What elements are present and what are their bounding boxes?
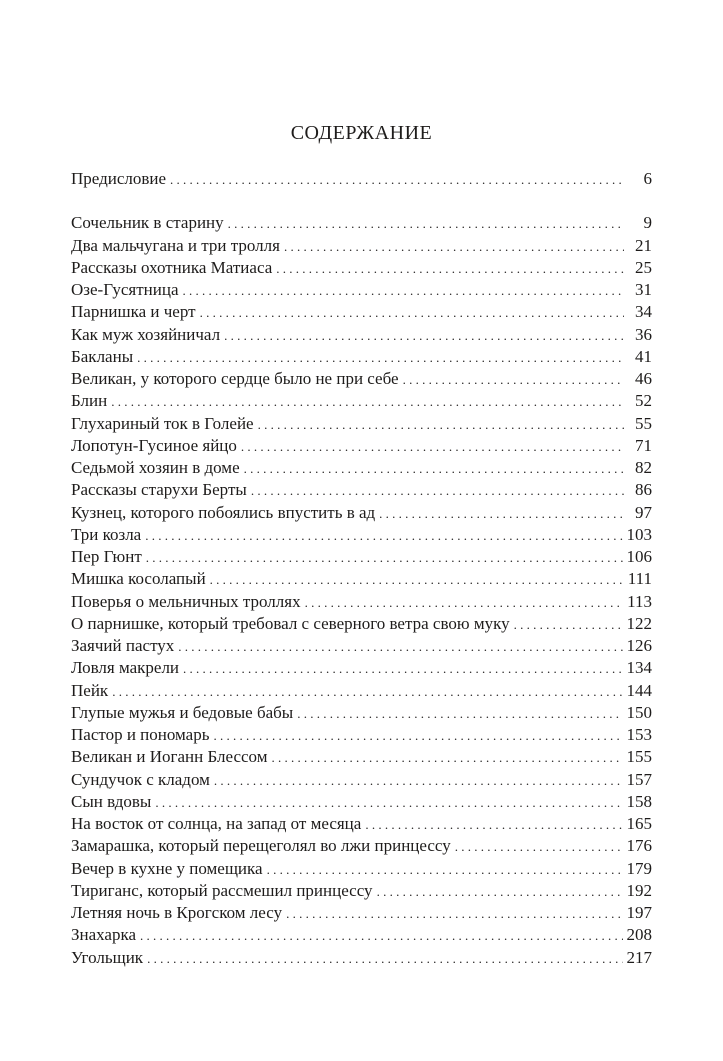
toc-entry-title: Замарашка, который перещеголял во лжи принцессу bbox=[71, 836, 451, 856]
toc-entry-title: Сын вдовы bbox=[71, 791, 152, 811]
toc-leader-dots bbox=[365, 814, 622, 836]
toc-entry-title: Лопотун-Гусиное яйцо bbox=[71, 435, 237, 455]
toc-leader-dots bbox=[377, 881, 623, 903]
toc-leader-dots bbox=[403, 369, 624, 391]
toc-entry-page: 82 bbox=[635, 458, 652, 477]
toc-entry-page: 41 bbox=[635, 346, 652, 366]
toc-leader-dots bbox=[271, 747, 622, 769]
toc-entry-title: Парнишка и черт bbox=[71, 302, 196, 322]
toc-entry-title: Пер Гюнт bbox=[71, 547, 142, 566]
toc-entry bbox=[71, 479, 652, 501]
toc-entry-title: Великан, у которого сердце было не при себе bbox=[71, 369, 399, 388]
page-title: СОДЕРЖАНИЕ bbox=[290, 122, 433, 144]
toc-entry-page: 46 bbox=[635, 369, 652, 388]
toc-entry-page: 122 bbox=[626, 613, 652, 633]
toc-entry-title: Как муж хозяйничал bbox=[71, 324, 221, 344]
toc-entry bbox=[71, 858, 652, 880]
toc-entry-title: Глухариный ток в Голейе bbox=[71, 413, 254, 433]
toc-entry-title: Ловля макрели bbox=[71, 658, 180, 678]
toc-entry bbox=[71, 235, 652, 257]
toc-entry-title: На восток от солнца, на запад от месяца bbox=[71, 814, 362, 833]
toc-entry bbox=[71, 813, 652, 835]
toc-leader-dots bbox=[251, 480, 624, 502]
toc-leader-dots bbox=[111, 391, 624, 413]
toc-entry-page: 6 bbox=[643, 169, 652, 188]
toc-entry-page: 25 bbox=[635, 257, 652, 277]
toc-entry-title: Блин bbox=[71, 391, 108, 411]
toc-entry-page: 217 bbox=[626, 947, 652, 967]
toc-leader-dots bbox=[178, 636, 622, 658]
toc-entry bbox=[71, 680, 652, 702]
toc-leader-dots bbox=[228, 213, 624, 235]
toc-leader-dots bbox=[145, 525, 622, 547]
toc-entry bbox=[71, 924, 652, 946]
toc-entry-title: Предисловие bbox=[71, 169, 167, 188]
toc-entry bbox=[71, 168, 652, 190]
toc-entry bbox=[71, 657, 652, 679]
toc-entry-page: 86 bbox=[635, 480, 652, 500]
toc-entry bbox=[71, 724, 652, 746]
toc-entry bbox=[71, 368, 652, 390]
toc-leader-dots bbox=[200, 302, 624, 324]
toc-leader-dots bbox=[286, 903, 622, 925]
toc-entry-page: 55 bbox=[635, 413, 652, 433]
toc-leader-dots bbox=[155, 792, 622, 814]
toc-entry bbox=[71, 546, 652, 568]
toc-entry-title: Сочельник в старину bbox=[71, 213, 224, 233]
toc-leader-dots bbox=[267, 859, 623, 881]
toc-entry-title: Тириганс, который рассмешил принцессу bbox=[71, 880, 373, 900]
toc-entry bbox=[71, 435, 652, 457]
toc-entry-page: 31 bbox=[635, 280, 652, 299]
toc-entry bbox=[71, 279, 652, 301]
toc-entry-title: Два мальчугана и три тролля bbox=[71, 235, 280, 255]
toc-entry bbox=[71, 413, 652, 435]
toc-entry-title: Рассказы старухи Берты bbox=[71, 480, 247, 500]
toc-entry bbox=[71, 791, 652, 813]
toc-entry-page: 176 bbox=[626, 836, 652, 856]
toc-entry bbox=[71, 769, 652, 791]
toc-entry-page: 111 bbox=[627, 569, 652, 589]
toc-entry-title: Бакланы bbox=[71, 346, 134, 366]
toc-entry bbox=[71, 880, 652, 902]
toc-leader-dots bbox=[140, 925, 622, 947]
toc-leader-dots bbox=[147, 948, 622, 970]
toc-entry-page: 126 bbox=[626, 636, 652, 655]
toc-entry-title: Седьмой хозяин в доме bbox=[71, 458, 240, 477]
toc-entry bbox=[71, 257, 652, 279]
toc-entry-title: Озе-Гусятница bbox=[71, 280, 179, 299]
toc-entry-title: Кузнец, которого побоялись впустить в ад bbox=[71, 502, 376, 522]
toc-leader-dots bbox=[183, 658, 622, 680]
toc-entry-title: Вечер в кухне у помещика bbox=[71, 858, 263, 878]
toc-entry bbox=[71, 902, 652, 924]
toc-entry-page: 150 bbox=[626, 702, 652, 722]
toc-entry-page: 113 bbox=[627, 591, 652, 611]
toc-entry-page: 192 bbox=[626, 880, 652, 900]
toc-entry-page: 155 bbox=[626, 747, 652, 767]
toc-entry-title: Глупые мужья и бедовые бабы bbox=[71, 702, 294, 722]
toc-entry-page: 179 bbox=[626, 858, 652, 878]
toc-entry-page: 106 bbox=[626, 547, 652, 566]
toc-entry-title: Мишка косолапый bbox=[71, 569, 206, 589]
toc-entry bbox=[71, 746, 652, 768]
toc-entry-page: 197 bbox=[626, 903, 652, 922]
toc-leader-dots bbox=[305, 592, 624, 614]
toc-entry bbox=[71, 947, 652, 969]
toc-leader-dots bbox=[183, 280, 624, 302]
toc-leader-dots bbox=[379, 503, 624, 525]
table-of-contents bbox=[71, 168, 652, 969]
toc-entry-page: 208 bbox=[626, 925, 652, 945]
toc-entry bbox=[71, 635, 652, 657]
toc-entry-title: Пастор и пономарь bbox=[71, 725, 210, 744]
toc-entry-page: 103 bbox=[626, 524, 652, 544]
toc-entry bbox=[71, 702, 652, 724]
toc-entry-page: 153 bbox=[626, 725, 652, 744]
toc-entry-title: Летняя ночь в Крогском лесу bbox=[71, 903, 283, 922]
toc-entry-page: 97 bbox=[635, 502, 652, 522]
toc-entry-page: 36 bbox=[635, 324, 652, 344]
toc-entry bbox=[71, 591, 652, 613]
toc-entry bbox=[71, 346, 652, 368]
toc-entry-page: 165 bbox=[626, 814, 652, 833]
toc-entry-title: Угольщик bbox=[71, 947, 144, 967]
toc-leader-dots bbox=[244, 458, 624, 480]
toc-entry-page: 9 bbox=[643, 213, 652, 233]
toc-entry bbox=[71, 390, 652, 412]
toc-entry-page: 52 bbox=[635, 391, 652, 411]
toc-entry-page: 21 bbox=[635, 235, 652, 255]
toc-entry-page: 71 bbox=[635, 435, 652, 455]
toc-entry bbox=[71, 212, 652, 234]
toc-leader-dots bbox=[146, 547, 623, 569]
toc-entry bbox=[71, 568, 652, 590]
toc-entry-title: Знахарка bbox=[71, 925, 137, 945]
toc-leader-dots bbox=[214, 770, 623, 792]
toc-leader-dots bbox=[210, 569, 624, 591]
toc-entry bbox=[71, 457, 652, 479]
toc-entry bbox=[71, 502, 652, 524]
toc-entry-page: 34 bbox=[635, 302, 652, 322]
toc-leader-dots bbox=[297, 703, 622, 725]
toc-leader-dots bbox=[213, 725, 622, 747]
toc-leader-dots bbox=[112, 681, 622, 703]
toc-leader-dots bbox=[241, 436, 624, 458]
toc-leader-dots bbox=[137, 347, 624, 369]
toc-leader-dots bbox=[224, 325, 624, 347]
toc-entry bbox=[71, 324, 652, 346]
toc-entry bbox=[71, 524, 652, 546]
toc-leader-dots bbox=[455, 836, 623, 858]
toc-entry-page: 144 bbox=[626, 680, 652, 700]
toc-entry bbox=[71, 613, 652, 635]
toc-entry-title: Заячий пастух bbox=[71, 636, 175, 655]
toc-entry bbox=[71, 835, 652, 857]
toc-leader-dots bbox=[276, 258, 624, 280]
toc-entry-title: Рассказы охотника Матиаса bbox=[71, 257, 273, 277]
toc-entry-title: Пейк bbox=[71, 680, 109, 700]
toc-entry-title: Великан и Иоганн Блессом bbox=[71, 747, 268, 767]
toc-entry-page: 157 bbox=[626, 769, 652, 789]
toc-entry-title: Сундучок с кладом bbox=[71, 769, 210, 789]
toc-entry-title: Три козла bbox=[71, 524, 142, 544]
toc-entry-title: Поверья о мельничных троллях bbox=[71, 591, 301, 611]
toc-leader-dots bbox=[258, 414, 624, 436]
toc-leader-dots bbox=[284, 236, 624, 258]
toc-leader-dots bbox=[514, 614, 623, 636]
toc-leader-dots bbox=[170, 169, 624, 191]
toc-entry-page: 158 bbox=[626, 791, 652, 811]
toc-entry-title: О парнишке, который требовал с северного ветра свою муку bbox=[71, 613, 510, 633]
toc-entry bbox=[71, 301, 652, 323]
toc-entry-page: 134 bbox=[626, 658, 652, 678]
